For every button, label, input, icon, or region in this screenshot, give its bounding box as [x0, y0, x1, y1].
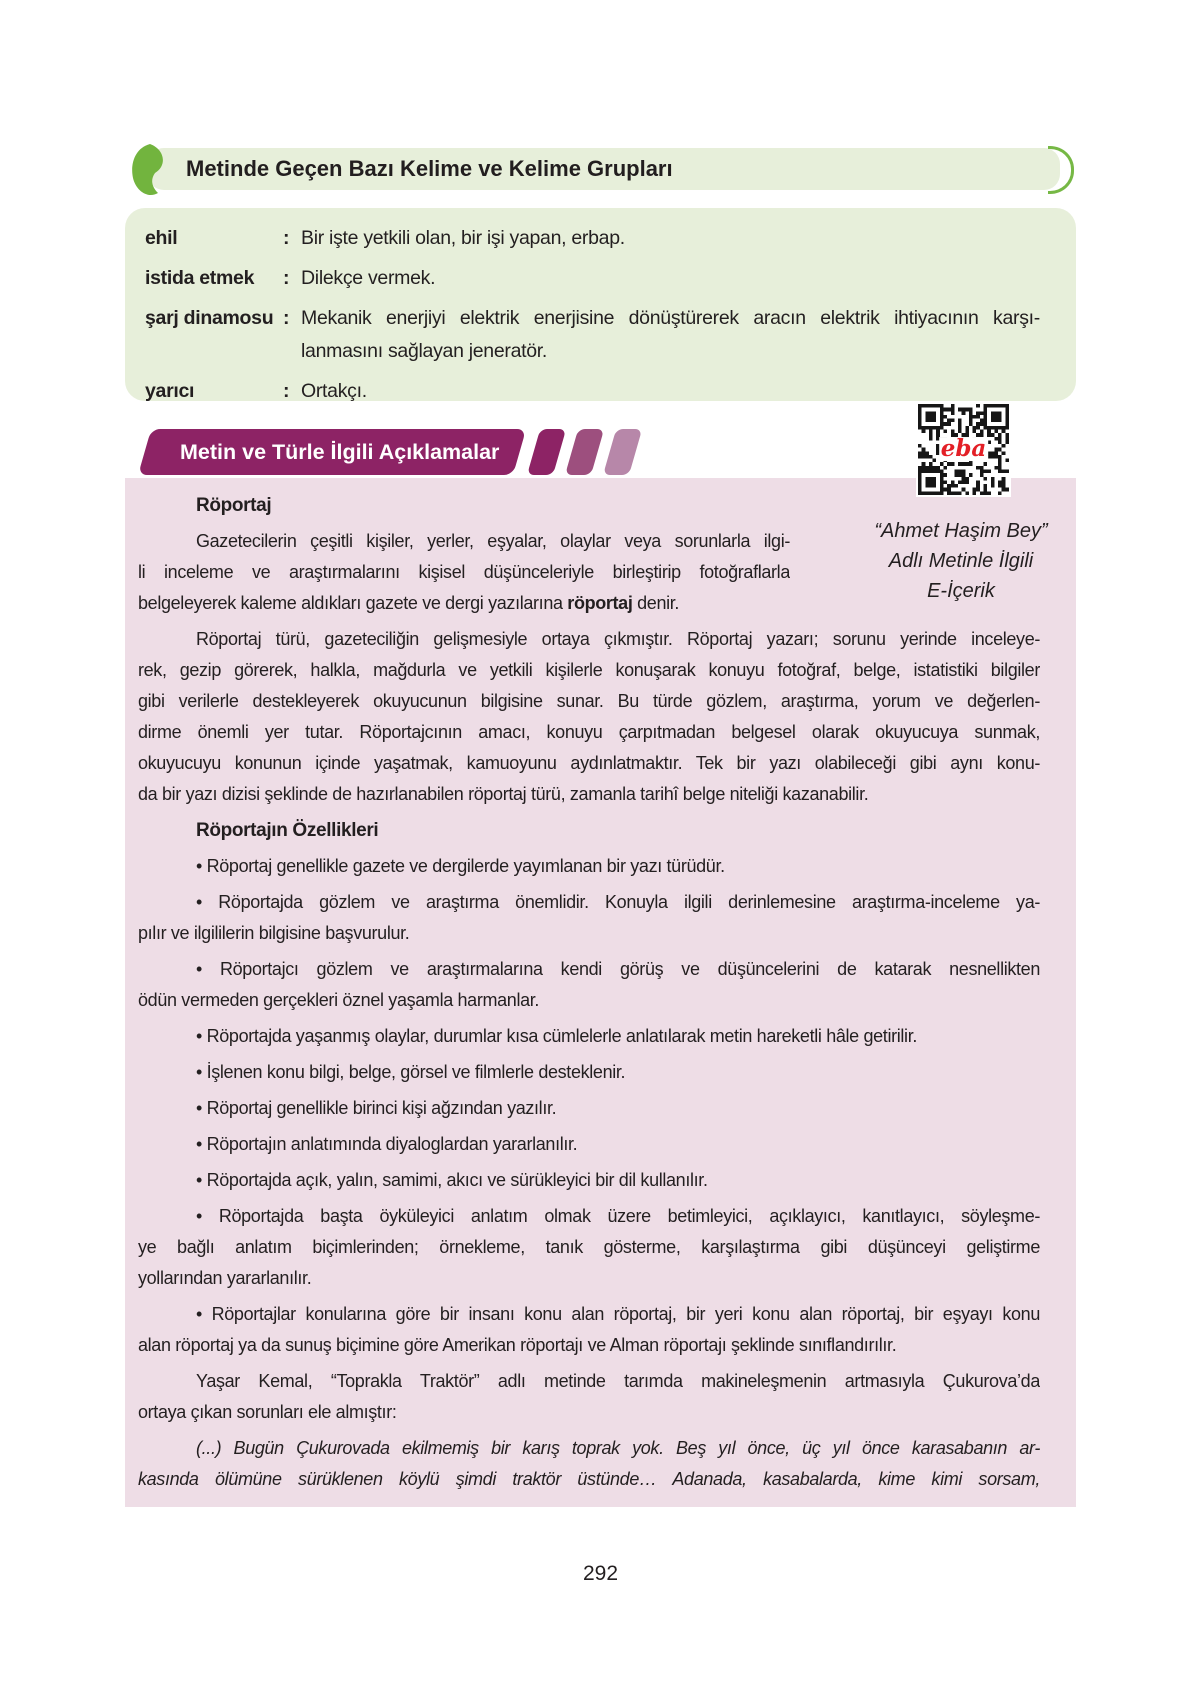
qr-caption-line: “Ahmet Haşim Bey” [874, 520, 1048, 542]
vocab-box [125, 208, 1076, 401]
vocab-term: istida etmek [145, 267, 255, 289]
vocab-row [145, 302, 1040, 368]
paragraph: Röportaj türü, gazeteciliğin gelişmesiyle ortaya çıkmıştır. Röportaj yazarı; sorunu yerinde inceleye- rek, gezip görerek, halkla, mağdurla ve yetkili kişilerle konuşarak konuyu fotoğraf, belge, istatistiki bilgiler gibi verilerle destekleyerek okuyucunun bilgisine sunar. Bu türde gözlem, araştırma, yorum ve değerlen- dirme önemli yer tutar. Röportajcının amacı, konuyu çarpıtmadan belgesel olarak okuyucuya sunmak, okuyucuyu konunun içinde yaşatmak, kamuoyunu aydınlatmaktır. Tek bir yazı olabileceği gibi aynı konu- da bir yazı dizisi şeklinde de hazırlanabilen röportaj türü, zamanla tarihî belge niteliği kazanabilir. [138, 629, 1040, 804]
vocab-definition: lanmasını sağlayan jeneratör. [301, 340, 548, 362]
vocab-definition: Mekanik enerjiyi elektrik enerjisine dönüştürerek aracın elektrik ihtiyacının karşı- [301, 307, 1040, 329]
bullet-item: • Röportajın anlatımında diyaloglardan yararlanılır. [196, 1134, 578, 1154]
leaf-icon [128, 142, 172, 198]
vocab-section-title: Metinde Geçen Bazı Kelime ve Kelime Grupları [186, 156, 673, 181]
vocab-row [145, 375, 1040, 408]
vocab-row [145, 262, 1040, 295]
heading-roportaj: Röportaj [196, 495, 272, 516]
vocab-colon: : [283, 380, 290, 402]
qr-caption-line: Adlı Metinle İlgili [888, 550, 1034, 572]
header-arc-decoration [1048, 146, 1074, 194]
vocab-term: yarıcı [145, 380, 195, 402]
bullet-item: • Röportajda yaşanmış olaylar, durumlar kısa cümlelerle anlatılarak metin hareketli hâle getirilir. [196, 1026, 917, 1046]
bullet-item: • Röportajcı gözlem ve araştırmalarına kendi görüş ve düşüncelerini de katarak nesnellikten ödün vermeden gerçekleri öznel yaşamla harmanlar. [138, 959, 1040, 1010]
vocab-colon: : [283, 267, 290, 289]
body-text [138, 490, 1040, 1500]
vocab-colon: : [283, 227, 290, 249]
bullet-item: • Röportajda başta öyküleyici anlatım olmak üzere betimleyici, açıklayıcı, kanıtlayıcı, söyleşme- ye bağlı anlatım biçimlerinden; örnekleme, tanık gösterme, karşılaştırma gibi düşünceyi geliştirme yollarından yararlanılır. [138, 1206, 1040, 1288]
bullet-item: • Röportaj genellikle birinci kişi ağzından yazılır. [196, 1098, 557, 1118]
bullet-item: • Röportajlar konularına göre bir insanı konu alan röportaj, bir yeri konu alan röportaj, bir eşyayı konu alan röportaj ya da sunuş biçimine göre Amerikan röportajı ve Alman röportajı şeklinde sınıflandırılır. [138, 1304, 1040, 1355]
quote-paragraph: (...) Bugün Çukurovada ekilmemiş bir karış toprak yok. Beş yıl önce, üç yıl önce karasabanın ar- kasında ölümüne sürüklenen köylü şimdi traktör üstünde… Adanada, kasabalarda, kime kimi sorsam, [138, 1438, 1040, 1489]
vocab-definition: Ortakçı. [301, 380, 367, 402]
explanations-section-title: Metin ve Türle İlgili Açıklamalar [180, 440, 500, 464]
banner-slash-decoration [565, 429, 604, 475]
vocab-section-header [148, 148, 1060, 190]
eba-logo: eba [940, 434, 987, 462]
vocab-definition: Dilekçe vermek. [301, 267, 436, 289]
paragraph: Yaşar Kemal, “Toprakla Traktör” adlı metinde tarımda makineleşmenin artmasıyla Çukurova’da ortaya çıkan sorunları ele almıştır: [138, 1371, 1040, 1422]
vocab-row [145, 222, 1040, 255]
explanations-content-box [125, 478, 1076, 1507]
paragraph: Gazetecilerin çeşitli kişiler, yerler, eşyalar, olaylar veya sorunlarla ilgi- li inceleme ve araştırmalarını kişisel düşünceleriyle birleştirip fotoğraflarla belgeleyerek kaleme aldıkları gazete ve dergi yazılarına röportaj denir. [138, 531, 790, 613]
bullet-item: • Röportajda gözlem ve araştırma önemlidir. Konuyla ilgili derinlemesine araştırma-inceleme ya- pılır ve ilgililerin bilgisine başvurulur. [138, 892, 1040, 943]
vocab-colon: : [283, 307, 290, 329]
vocab-term: şarj dinamosu [145, 307, 274, 329]
qr-caption-line: E-İçerik [927, 580, 995, 602]
banner-slash-decoration [527, 429, 566, 475]
page-number: 292 [582, 1562, 619, 1585]
banner-slash-decoration [603, 429, 642, 475]
vocab-term: ehil [145, 227, 178, 249]
heading-ozellikleri: Röportajın Özellikleri [196, 820, 379, 841]
qr-code [916, 402, 1011, 497]
bullet-item: • İşlenen konu bilgi, belge, görsel ve filmlerle desteklenir. [196, 1062, 626, 1082]
bullet-item: • Röportaj genellikle gazete ve dergilerde yayımlanan bir yazı türüdür. [196, 856, 725, 876]
explanations-section-header [138, 429, 526, 475]
bullet-item: • Röportajda açık, yalın, samimi, akıcı ve sürükleyici bir dil kullanılır. [196, 1170, 708, 1190]
vocab-definition: Bir işte yetkili olan, bir işi yapan, erbap. [301, 227, 625, 249]
